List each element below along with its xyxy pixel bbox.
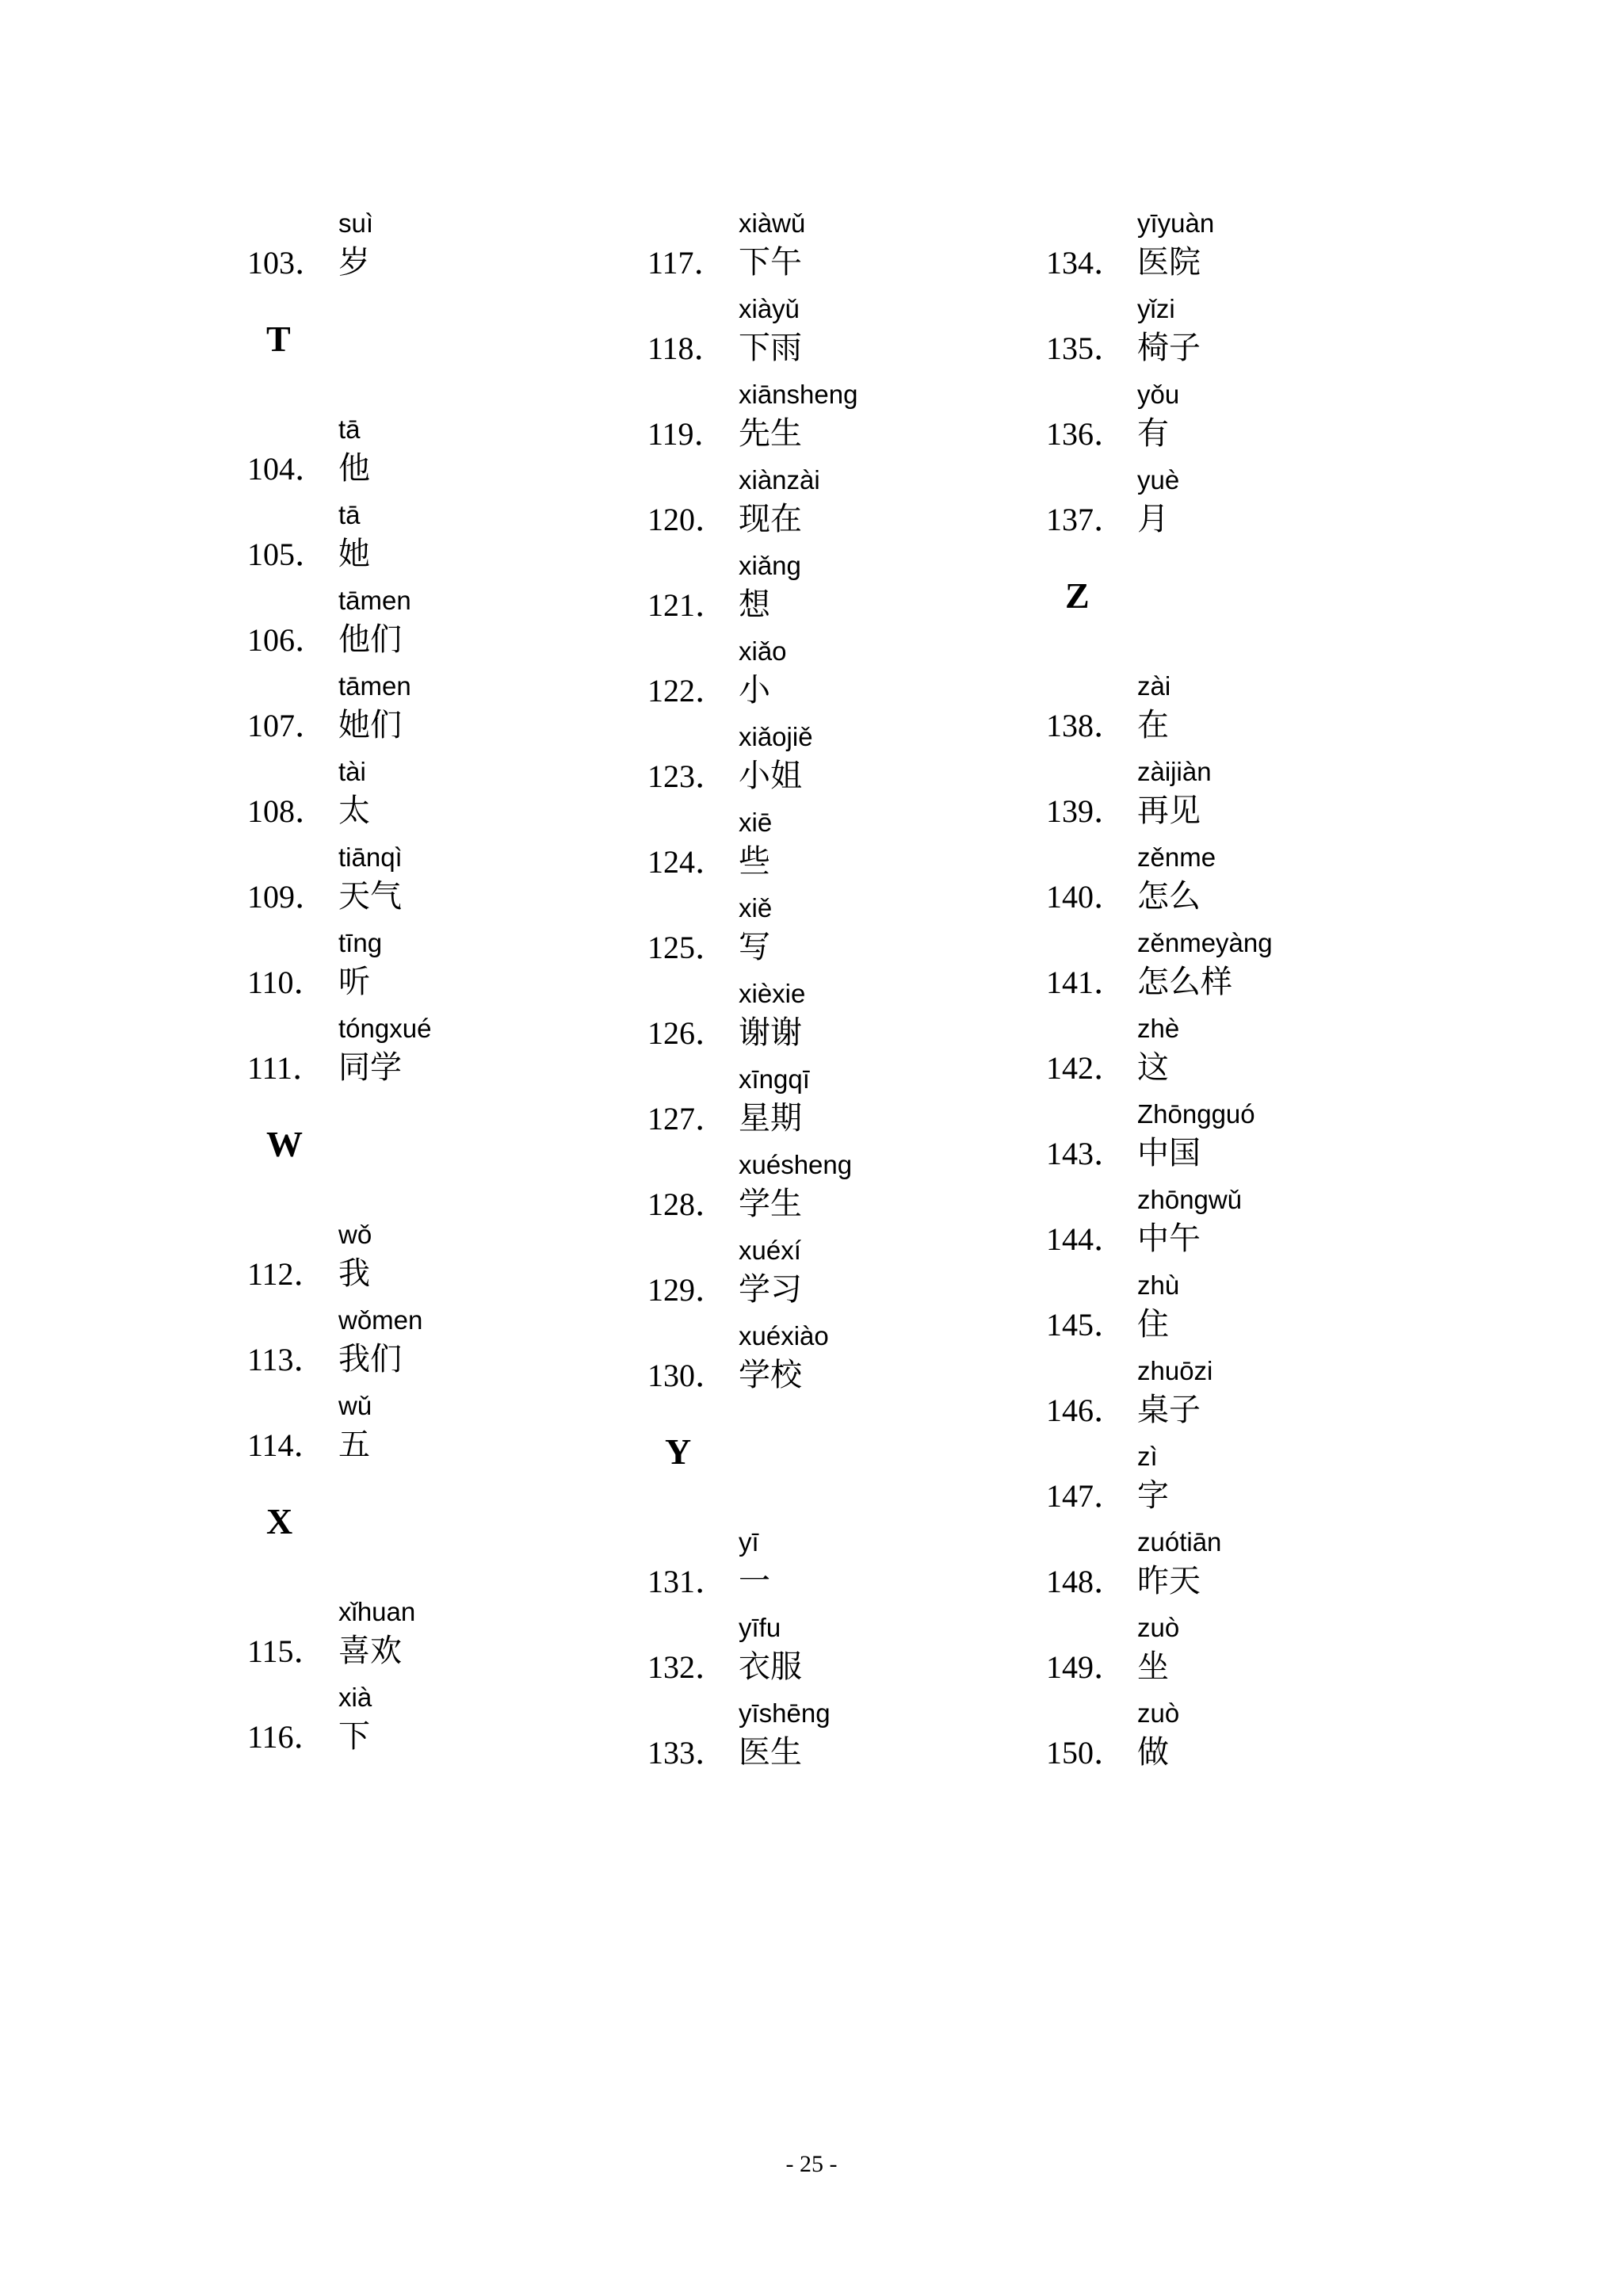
entry-number: 135． (1046, 330, 1125, 366)
vocab-entry (647, 379, 1091, 458)
pinyin: tāmen (338, 586, 411, 615)
entry-number: 116． (247, 1719, 326, 1755)
entry-number: 146． (1046, 1392, 1125, 1428)
hanzi: 五 (338, 1427, 370, 1463)
entry-number: 147． (1046, 1478, 1125, 1514)
vocab-entry (1046, 670, 1490, 750)
entry-number: 144． (1046, 1221, 1125, 1257)
pinyin: tā (338, 415, 361, 444)
entry-number: 123． (647, 758, 727, 794)
entry-number: 139． (1046, 793, 1125, 829)
pinyin: yī (739, 1527, 759, 1557)
vocab-column-1 (247, 0, 691, 2296)
hanzi: 下雨 (739, 330, 802, 366)
entry-number: 140． (1046, 879, 1125, 915)
vocab-entry (647, 1320, 1091, 1400)
entry-number: 148． (1046, 1564, 1125, 1599)
hanzi: 中国 (1137, 1135, 1201, 1171)
hanzi: 同学 (338, 1049, 402, 1086)
hanzi: 做 (1137, 1734, 1169, 1771)
pinyin: yǐzi (1137, 294, 1175, 323)
entry-number: 109． (247, 879, 327, 915)
section-letter-t: T (266, 319, 291, 359)
entry-number: 112． (247, 1256, 326, 1292)
vocab-entry (247, 1682, 691, 1761)
entry-number: 119． (647, 416, 726, 452)
hanzi: 写 (739, 929, 770, 965)
vocab-entry (247, 208, 691, 287)
entry-number: 136． (1046, 416, 1125, 452)
pinyin: yuè (1137, 465, 1180, 495)
hanzi: 太 (338, 793, 370, 829)
entry-number: 118． (647, 330, 726, 366)
vocab-entry (647, 208, 1091, 287)
vocab-entry (1046, 1698, 1490, 1777)
entry-number: 115． (247, 1633, 326, 1669)
entry-number: 128． (647, 1186, 727, 1222)
entry-number: 132． (647, 1649, 727, 1685)
vocab-entry (1046, 1612, 1490, 1691)
vocab-entry (247, 414, 691, 493)
hanzi: 岁 (338, 244, 370, 281)
hanzi: 学生 (739, 1186, 802, 1222)
vocab-entry (247, 1305, 691, 1384)
vocab-entry (1046, 208, 1490, 287)
hanzi: 他 (338, 450, 370, 487)
hanzi: 先生 (739, 415, 802, 452)
entry-number: 110． (247, 965, 326, 1000)
section-letter-y: Y (665, 1431, 692, 1472)
hanzi: 学习 (739, 1271, 802, 1308)
vocab-entry (247, 670, 691, 750)
vocab-entry (647, 550, 1091, 629)
pinyin: xiǎng (739, 551, 801, 580)
entry-number: 106． (247, 622, 327, 658)
entry-number: 104． (247, 451, 327, 487)
pinyin: zhè (1137, 1014, 1180, 1043)
hanzi: 小姐 (739, 758, 802, 794)
hanzi: 怎么样 (1137, 964, 1232, 1000)
entry-number: 103． (247, 245, 327, 281)
entry-number: 138． (1046, 708, 1125, 743)
pinyin: yǒu (1137, 380, 1180, 409)
pinyin: wǒmen (338, 1305, 423, 1335)
entry-number: 114． (247, 1427, 326, 1463)
section-letter-x: X (266, 1501, 293, 1541)
pinyin: xiànzài (739, 465, 820, 495)
entry-number: 130． (647, 1358, 727, 1393)
pinyin: xuéxí (739, 1236, 801, 1265)
hanzi: 昨天 (1137, 1563, 1201, 1599)
pinyin: wǒ (338, 1220, 372, 1249)
hanzi: 医院 (1137, 244, 1201, 281)
pinyin: zài (1137, 671, 1171, 701)
vocab-entry (247, 499, 691, 579)
vocab-entry (647, 807, 1091, 886)
vocab-entry (1046, 842, 1490, 921)
hanzi: 一 (739, 1563, 770, 1599)
pinyin: zuò (1137, 1698, 1180, 1728)
hanzi: 小 (739, 672, 770, 709)
section-letter-w: W (266, 1124, 303, 1164)
pinyin: xuéxiào (739, 1321, 829, 1350)
pinyin: suì (338, 208, 374, 238)
pinyin: xiě (739, 893, 773, 923)
entry-number: 125． (647, 930, 727, 965)
pinyin: tāmen (338, 671, 411, 701)
hanzi: 在 (1137, 707, 1169, 743)
hanzi: 她们 (338, 707, 402, 743)
entry-number: 129． (647, 1272, 727, 1308)
vocab-column-2 (647, 0, 1091, 2296)
vocab-column-3 (1046, 0, 1490, 2296)
entry-number: 126． (647, 1015, 727, 1051)
vocab-entry (247, 1596, 691, 1675)
hanzi: 星期 (739, 1100, 802, 1137)
vocab-entry (247, 1013, 691, 1092)
pinyin: xuésheng (739, 1150, 853, 1179)
vocab-entry (647, 293, 1091, 372)
entry-number: 108． (247, 793, 327, 829)
pinyin: xièxie (739, 979, 806, 1008)
entry-number: 131． (647, 1564, 727, 1599)
entry-number: 105． (247, 537, 327, 572)
hanzi: 有 (1137, 415, 1169, 452)
vocab-entry (247, 585, 691, 664)
section-letter-z: Z (1065, 575, 1090, 616)
pinyin: tài (338, 757, 366, 786)
vocab-entry (1046, 1355, 1490, 1435)
vocab-entry (647, 1064, 1091, 1143)
vocab-entry (1046, 1270, 1490, 1349)
hanzi: 桌子 (1137, 1392, 1201, 1428)
hanzi: 些 (739, 843, 770, 880)
hanzi: 衣服 (739, 1648, 802, 1685)
hanzi: 中午 (1137, 1221, 1201, 1257)
entry-number: 121． (647, 587, 727, 623)
hanzi: 现在 (739, 501, 802, 537)
pinyin: xīngqī (739, 1064, 810, 1094)
vocab-entry (647, 1149, 1091, 1228)
pinyin: tóngxué (338, 1014, 432, 1043)
pinyin: yīfu (739, 1613, 781, 1642)
pinyin: xiānsheng (739, 380, 858, 409)
entry-number: 133． (647, 1735, 727, 1771)
pinyin: zěnmeyàng (1137, 928, 1273, 957)
entry-number: 142． (1046, 1050, 1125, 1086)
vocab-entry (1046, 379, 1490, 458)
vocab-entry (647, 978, 1091, 1057)
vocab-entry (1046, 1526, 1490, 1606)
pinyin: yīyuàn (1137, 208, 1215, 238)
pinyin: zuò (1137, 1613, 1180, 1642)
vocab-entry (247, 1219, 691, 1298)
hanzi: 他们 (338, 621, 402, 658)
hanzi: 我们 (338, 1341, 402, 1377)
hanzi: 月 (1137, 501, 1169, 537)
vocab-entry (647, 636, 1091, 715)
entry-number: 134． (1046, 245, 1125, 281)
pinyin: xiē (739, 808, 773, 837)
pinyin: xiǎojiě (739, 722, 813, 751)
hanzi: 医生 (739, 1734, 802, 1771)
entry-number: 143． (1046, 1136, 1125, 1171)
pinyin: tiānqì (338, 842, 403, 872)
vocab-entry (1046, 756, 1490, 835)
vocab-entry (1046, 1441, 1490, 1520)
hanzi: 再见 (1137, 793, 1201, 829)
pinyin: wǔ (338, 1391, 372, 1420)
vocab-entry (647, 464, 1091, 544)
entry-number: 145． (1046, 1307, 1125, 1343)
pinyin: zuótiān (1137, 1527, 1222, 1557)
vocab-entry (247, 756, 691, 835)
entry-number: 107． (247, 708, 327, 743)
hanzi: 谢谢 (739, 1014, 802, 1051)
entry-number: 149． (1046, 1649, 1125, 1685)
vocab-entry (647, 1698, 1091, 1777)
hanzi: 我 (338, 1255, 370, 1292)
vocab-entry (1046, 1098, 1490, 1178)
vocab-entry (247, 842, 691, 921)
vocab-entry (647, 721, 1091, 800)
hanzi: 听 (338, 964, 370, 1000)
hanzi: 椅子 (1137, 330, 1201, 366)
pinyin: xiàwǔ (739, 208, 806, 238)
hanzi: 这 (1137, 1049, 1169, 1086)
pinyin: zhù (1137, 1270, 1180, 1300)
page-number: - 25 - (785, 2151, 838, 2177)
pinyin: zàijiàn (1137, 757, 1212, 786)
vocab-entry (247, 927, 691, 1007)
vocab-entry (1046, 293, 1490, 372)
entry-number: 127． (647, 1101, 727, 1137)
hanzi: 下午 (739, 244, 802, 281)
pinyin: tīng (338, 928, 383, 957)
entry-number: 113． (247, 1342, 326, 1377)
hanzi: 学校 (739, 1357, 802, 1393)
pinyin: yīshēng (739, 1698, 831, 1728)
hanzi: 她 (338, 536, 370, 572)
pinyin: xià (338, 1683, 372, 1712)
entry-number: 111． (247, 1050, 325, 1086)
entry-number: 141． (1046, 965, 1125, 1000)
vocab-entry (647, 1612, 1091, 1691)
entry-number: 150． (1046, 1735, 1125, 1771)
pinyin: zhōngwǔ (1137, 1185, 1243, 1214)
hanzi: 怎么 (1137, 878, 1201, 915)
vocab-entry (647, 1526, 1091, 1606)
entry-number: 124． (647, 844, 727, 880)
vocab-entry (1046, 927, 1490, 1007)
pinyin: Zhōngguó (1137, 1099, 1255, 1129)
vocab-entry (1046, 464, 1490, 544)
hanzi: 住 (1137, 1306, 1169, 1343)
vocab-entry (1046, 1013, 1490, 1092)
hanzi: 天气 (338, 878, 402, 915)
pinyin: tā (338, 500, 361, 529)
hanzi: 字 (1137, 1477, 1169, 1514)
pinyin: zhuōzi (1137, 1356, 1213, 1385)
hanzi: 下 (338, 1718, 370, 1755)
pinyin: zěnme (1137, 842, 1216, 872)
entry-number: 137． (1046, 502, 1125, 537)
vocab-entry (247, 1390, 691, 1469)
entry-number: 117． (647, 245, 726, 281)
entry-number: 122． (647, 673, 727, 709)
entry-number: 120． (647, 502, 727, 537)
pinyin: xiàyǔ (739, 294, 800, 323)
hanzi: 喜欢 (338, 1633, 402, 1669)
vocab-entry (1046, 1184, 1490, 1263)
vocab-entry (647, 1235, 1091, 1314)
pinyin: xiǎo (739, 636, 787, 666)
hanzi: 坐 (1137, 1648, 1169, 1685)
hanzi: 想 (739, 586, 770, 623)
vocab-entry (647, 892, 1091, 972)
pinyin: zì (1137, 1442, 1158, 1471)
pinyin: xǐhuan (338, 1597, 416, 1626)
